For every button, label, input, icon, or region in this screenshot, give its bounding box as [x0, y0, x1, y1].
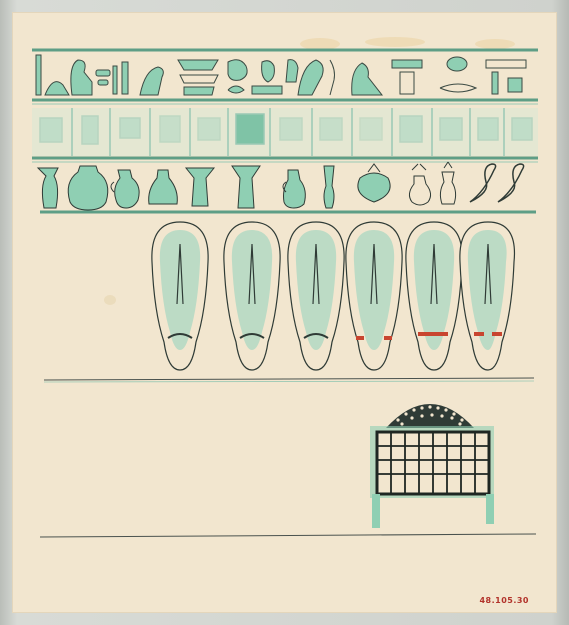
sandal-row: [152, 222, 515, 370]
hieroglyph-icon: [98, 80, 108, 85]
vessel-icon: [409, 176, 430, 205]
hieroglyph-icon: [184, 87, 214, 95]
hieroglyph-icon: [180, 75, 218, 83]
hieroglyph-icon: [440, 84, 476, 92]
vessel-icon: [412, 164, 426, 170]
hieroglyph-icon: [252, 86, 282, 94]
hieroglyph-icon: [228, 86, 244, 93]
hieroglyph-icon: [492, 72, 498, 94]
vessel-icon: [324, 166, 334, 208]
hieroglyph-icon: [36, 55, 41, 95]
sandal-icon: [346, 222, 402, 370]
hieroglyph-icon: [478, 118, 498, 140]
hieroglyph-icon: [400, 116, 422, 142]
hieroglyph-icon: [360, 118, 382, 140]
hieroglyph-icon: [228, 60, 247, 81]
hieroglyph-icon: [178, 60, 218, 70]
hieroglyph-icon: [298, 60, 323, 95]
sandal-icon: [152, 222, 208, 370]
sandal-icon: [288, 222, 344, 370]
vessel-icon: [284, 170, 306, 208]
hieroglyph-icon: [486, 60, 526, 68]
sandal-icon: [460, 222, 515, 370]
vessel-icon: [115, 170, 139, 208]
hieroglyph-icon: [40, 118, 62, 142]
hieroglyph-icon: [286, 60, 298, 82]
vessel-icon: [232, 166, 260, 208]
hieroglyph-icon: [400, 72, 414, 94]
vessel-icon: [38, 168, 58, 208]
vessel-icon: [149, 170, 178, 204]
accession-number: 48.105.30: [479, 596, 529, 605]
hieroglyph-icon: [440, 118, 462, 140]
hieroglyph-icon: [320, 118, 342, 140]
hieroglyph-icon: [198, 118, 220, 140]
vessel-icon: [498, 164, 524, 202]
hieroglyph-icon: [45, 82, 69, 95]
vessel-icon: [111, 182, 114, 192]
vessel-icon: [470, 164, 496, 202]
hieroglyph-icon: [120, 118, 140, 138]
hieroglyph-icon: [122, 62, 128, 94]
register-divider: [44, 378, 534, 380]
vessel-icon: [68, 166, 108, 210]
register-divider: [44, 381, 534, 382]
hieroglyph-icon: [392, 60, 422, 68]
sandal-icon: [224, 222, 280, 370]
vessel-icon: [440, 172, 455, 204]
hieroglyph-icon: [262, 61, 275, 82]
hieroglyph-icon: [330, 60, 335, 95]
hieroglyph-icon: [508, 78, 522, 92]
sandal-icon: [406, 222, 462, 370]
hieroglyph-icon: [82, 116, 98, 144]
hieroglyph-icon: [447, 57, 467, 71]
hieroglyph-icon: [512, 118, 532, 140]
vessel-icon: [444, 162, 452, 168]
hieroglyph-icon: [96, 70, 110, 76]
hieroglyph-icon: [113, 66, 117, 94]
vessel-icon: [368, 164, 380, 172]
hieroglyph-icon: [140, 67, 163, 95]
hieroglyph-icon: [160, 116, 180, 142]
vessel-icon: [358, 173, 390, 202]
hieroglyph-icon: [71, 60, 92, 95]
hieroglyph-icon: [352, 63, 382, 95]
hieroglyph-icon: [280, 118, 302, 140]
hieroglyph-icon: [236, 114, 264, 144]
text-panel-band: [32, 108, 538, 162]
hieroglyph-band: [32, 50, 538, 104]
vessel-row: [38, 162, 524, 210]
register-divider: [40, 534, 536, 537]
bed-icon: [370, 404, 494, 528]
vessel-icon: [186, 168, 214, 206]
